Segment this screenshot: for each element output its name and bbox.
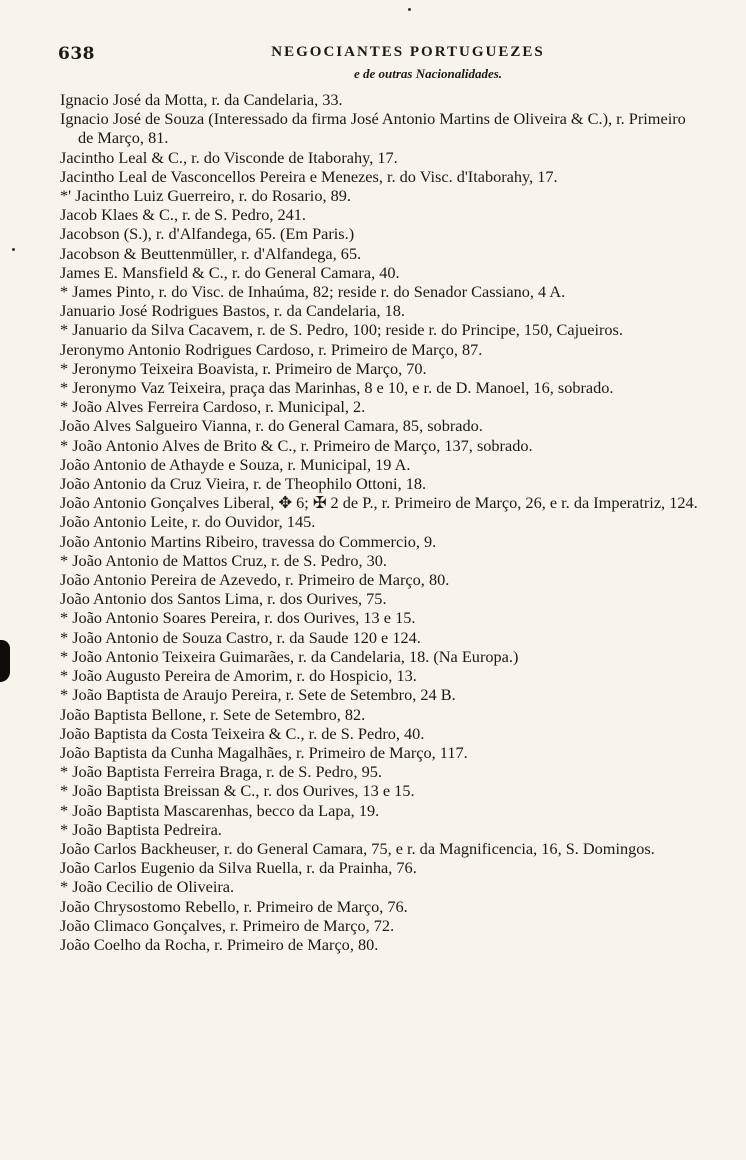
list-item: Jacintho Leal & C., r. do Visconde de Itaborahy, 17. [60,147,398,167]
list-item: James E. Mansfield & C., r. do General Camara, 40. [60,262,400,282]
page-title: NEGOCIANTES PORTUGUEZES [271,44,545,60]
list-item: João Antonio Pereira de Azevedo, r. Primeiro de Março, 80. [60,570,450,590]
list-item: Januario José Rodrigues Bastos, r. da Candelaria, 18. [60,301,406,321]
page-number: 638 [58,44,95,64]
directory-list [60,90,700,954]
list-item: * João Cecilio de Oliveira. [60,877,235,897]
list-item: João Antonio da Cruz Vieira, r. de Theophilo Ottoni, 18. [60,474,427,494]
list-item: Jacintho Leal de Vasconcellos Pereira e Menezes, r. do Visc. d'Itaborahy, 17. [60,166,558,186]
list-item: Ignacio José da Motta, r. da Candelaria, 33. [60,90,343,109]
list-item: João Antonio Martins Ribeiro, travessa do Commercio, 9. [60,531,437,551]
list-item: * João Baptista de Araujo Pereira, r. Sete de Setembro, 24 B. [60,685,456,705]
list-item: Ignacio José de Souza (Interessado da firma José Antonio Martins de Oliveira & C.), r. Primeiro de Março, 81. [60,109,686,148]
list-item: * Jeronymo Vaz Teixeira, praça das Marinhas, 8 e 10, e r. de D. Manoel, 16, sobrado. [60,378,614,398]
list-item: João Carlos Eugenio da Silva Ruella, r. da Prainha, 76. [60,858,417,878]
list-item: João Alves Salgueiro Vianna, r. do General Camara, 85, sobrado. [60,416,483,436]
list-item: * Jeronymo Teixeira Boavista, r. Primeiro de Março, 70. [60,358,427,378]
list-item: * João Baptista Ferreira Braga, r. de S. Pedro, 95. [60,762,382,782]
list-item: João Antonio dos Santos Lima, r. dos Ourives, 75. [60,589,387,609]
list-item: * João Alves Ferreira Cardoso, r. Municipal, 2. [60,397,366,417]
list-item: João Baptista Bellone, r. Sete de Setembro, 82. [60,704,366,724]
list-item: * João Antonio Alves de Brito & C., r. Primeiro de Março, 137, sobrado. [60,435,533,455]
list-item: * João Antonio Teixeira Guimarães, r. da Candelaria, 18. (Na Europa.) [60,646,519,666]
list-item: * João Baptista Pedreira. [60,819,222,839]
page-subtitle: e de outras Nacionalidades. [353,66,503,81]
list-item: *' Jacintho Luiz Guerreiro, r. do Rosario, 89. [60,186,351,206]
paper-speck [408,8,411,11]
list-item: João Antonio Leite, r. do Ouvidor, 145. [60,512,316,532]
list-item: João Antonio Gonçalves Liberal, ✥ 6; ✠ 2 de P., r. Primeiro de Março, 26, e r. da Imperatriz, 124. [60,493,698,513]
list-item: * João Augusto Pereira de Amorim, r. do Hospicio, 13. [60,666,417,686]
list-item: * João Baptista Breissan & C., r. dos Ourives, 13 e 15. [60,781,415,801]
list-item: João Baptista da Cunha Magalhães, r. Primeiro de Março, 117. [60,742,468,762]
list-item: * João Baptista Mascarenhas, becco da Lapa, 19. [60,800,380,820]
list-item: João Baptista da Costa Teixeira & C., r. de S. Pedro, 40. [60,723,425,743]
list-item: João Antonio de Athayde e Souza, r. Municipal, 19 A. [60,454,411,474]
list-item: * João Antonio de Souza Castro, r. da Saude 120 e 124. [60,627,421,647]
list-item: * João Antonio de Mattos Cruz, r. de S. Pedro, 30. [60,550,387,570]
list-item: Jacobson (S.), r. d'Alfandega, 65. (Em Paris.) [60,224,355,244]
list-item: João Carlos Backheuser, r. do General Camara, 75, e r. da Magnificencia, 16, S. Domingos. [60,838,655,858]
list-item: * Januario da Silva Cacavem, r. de S. Pedro, 100; reside r. do Principe, 150, Cajueiros. [60,320,623,340]
list-item: Jacobson & Beuttenmüller, r. d'Alfandega, 65. [60,243,362,263]
list-item: João Climaco Gonçalves, r. Primeiro de Março, 72. [60,915,395,935]
list-item: * James Pinto, r. do Visc. de Inhaúma, 82; reside r. do Senador Cassiano, 4 A. [60,282,566,302]
list-item: João Chrysostomo Rebello, r. Primeiro de Março, 76. [60,896,408,916]
list-item: Jeronymo Antonio Rodrigues Cardoso, r. Primeiro de Março, 87. [60,339,483,359]
ink-blot [0,640,10,682]
paper-speck [12,248,15,251]
list-item: João Coelho da Rocha, r. Primeiro de Março, 80. [60,934,379,954]
list-item: Jacob Klaes & C., r. de S. Pedro, 241. [60,205,306,225]
list-item: * João Antonio Soares Pereira, r. dos Ourives, 13 e 15. [60,608,416,628]
